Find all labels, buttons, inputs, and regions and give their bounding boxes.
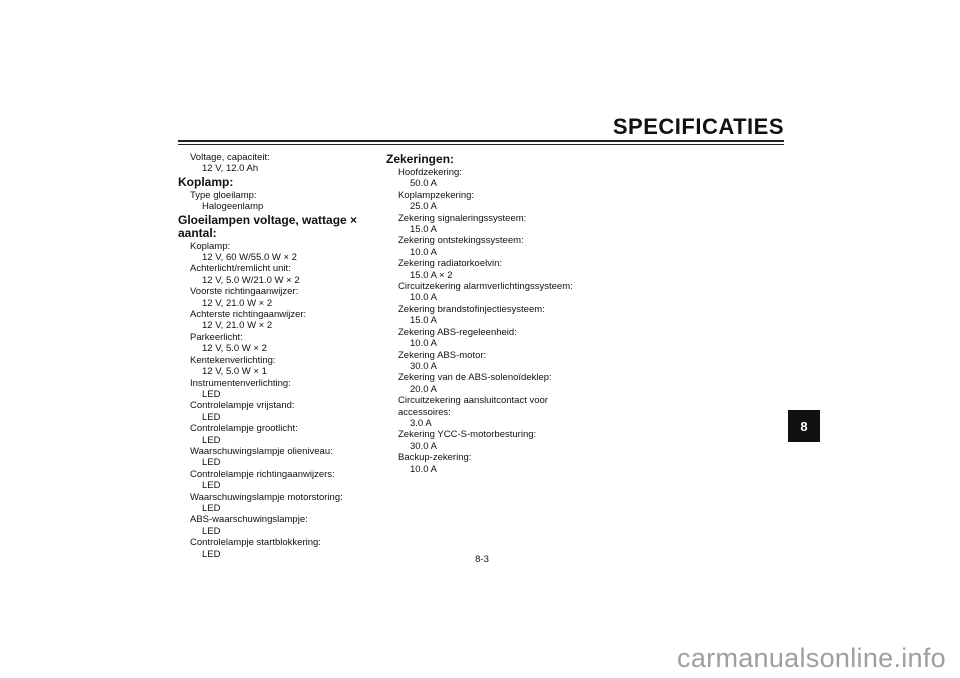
- spec-heading: Zekeringen:: [386, 152, 455, 166]
- chapter-tab[interactable]: 8: [788, 410, 820, 442]
- spec-label: Instrumentenverlichting:: [190, 377, 291, 389]
- header-rule-thick: [178, 140, 784, 142]
- spec-value: 10.0 A: [410, 463, 437, 475]
- spec-heading: Koplamp:: [178, 174, 234, 189]
- spec-value: LED: [202, 457, 221, 469]
- spec-label: Circuitzekering aansluitcontact voor: [398, 395, 548, 407]
- spec-value: 15.0 A: [410, 224, 437, 236]
- spec-value: LED: [202, 434, 221, 446]
- spec-value: 12 V, 12.0 Ah: [202, 163, 259, 175]
- spec-value: LED: [202, 480, 221, 492]
- spec-label: Zekering signaleringssysteem:: [398, 212, 527, 224]
- spec-label: Koplamp:: [190, 240, 231, 252]
- spec-value: 20.0 A: [410, 383, 437, 395]
- spec-label: Backup-zekering:: [398, 452, 472, 464]
- spec-value: LED: [202, 502, 221, 514]
- spec-value: Halogeenlamp: [202, 201, 264, 213]
- spec-label: accessoires:: [398, 406, 451, 418]
- spec-label: Waarschuwingslampje motorstoring:: [190, 491, 343, 503]
- spec-value: 15.0 A × 2: [410, 269, 453, 281]
- spec-value: 25.0 A: [410, 201, 437, 213]
- spec-value: 12 V, 21.0 W × 2: [202, 320, 273, 332]
- spec-label: Achterlicht/remlicht unit:: [190, 263, 291, 275]
- spec-label: Zekering ABS-motor:: [398, 349, 487, 361]
- spec-label: Controlelampje vrijstand:: [190, 400, 295, 412]
- spec-value: LED: [202, 411, 221, 423]
- spec-value: 3.0 A: [410, 417, 432, 429]
- spec-label: Controlelampje startblokkering:: [190, 537, 321, 549]
- spec-label: Controlelampje grootlicht:: [190, 423, 298, 435]
- spec-label: ABS-waarschuwingslampje:: [190, 514, 308, 526]
- spec-value: LED: [202, 548, 221, 560]
- spec-value: LED: [202, 388, 221, 400]
- spec-value: 50.0 A: [410, 178, 437, 190]
- spec-label: Kentekenverlichting:: [190, 354, 276, 366]
- spec-value: 12 V, 5.0 W × 2: [202, 343, 267, 355]
- spec-value: 15.0 A: [410, 315, 437, 327]
- spec-value: LED: [202, 525, 221, 537]
- spec-label: Voltage, capaciteit:: [190, 152, 270, 163]
- spec-value: 12 V, 60 W/55.0 W × 2: [202, 252, 297, 264]
- spec-value: 30.0 A: [410, 360, 437, 372]
- spec-value: 30.0 A: [410, 440, 437, 452]
- spec-value: 10.0 A: [410, 338, 437, 350]
- spec-value: 10.0 A: [410, 292, 437, 304]
- spec-label: Hoofdzekering:: [398, 167, 462, 178]
- spec-label: Controlelampje richtingaanwijzers:: [190, 468, 335, 480]
- spec-label: Zekering YCC-S-motorbesturing:: [398, 429, 537, 441]
- spec-label: Parkeerlicht:: [190, 331, 243, 343]
- watermark: carmanualsonline.info: [677, 643, 946, 673]
- spec-label: Zekering ABS-regeleenheid:: [398, 326, 517, 338]
- spec-value: 12 V, 21.0 W × 2: [202, 297, 273, 309]
- spec-label: Achterste richtingaanwijzer:: [190, 309, 307, 321]
- spec-heading: Gloeilampen voltage, wattage × aantal:: [178, 212, 358, 240]
- left-spec-column: [178, 152, 378, 560]
- spec-label: Type gloeilamp:: [190, 189, 257, 201]
- spec-label: Circuitzekering alarmverlichtingssysteem:: [398, 281, 573, 293]
- right-spec-column: [386, 152, 606, 475]
- spec-value: 12 V, 5.0 W × 1: [202, 366, 267, 378]
- spec-label: Waarschuwingslampje olieniveau:: [190, 445, 333, 457]
- page-title: SPECIFICATIES: [612, 114, 784, 139]
- spec-label: Zekering van de ABS-solenoïdeklep:: [398, 372, 552, 384]
- spec-value: 10.0 A: [410, 246, 437, 258]
- spec-label: Zekering radiatorkoelvin:: [398, 258, 503, 270]
- spec-label: Koplampzekering:: [398, 189, 475, 201]
- spec-label: Voorste richtingaanwijzer:: [190, 286, 299, 298]
- spec-label: Zekering ontstekingssysteem:: [398, 235, 524, 247]
- spec-label: Zekering brandstofinjectiesysteem:: [398, 303, 545, 315]
- spec-value: 12 V, 5.0 W/21.0 W × 2: [202, 274, 300, 286]
- header-rule-thin: [178, 144, 784, 145]
- page-number: 8-3: [475, 554, 489, 565]
